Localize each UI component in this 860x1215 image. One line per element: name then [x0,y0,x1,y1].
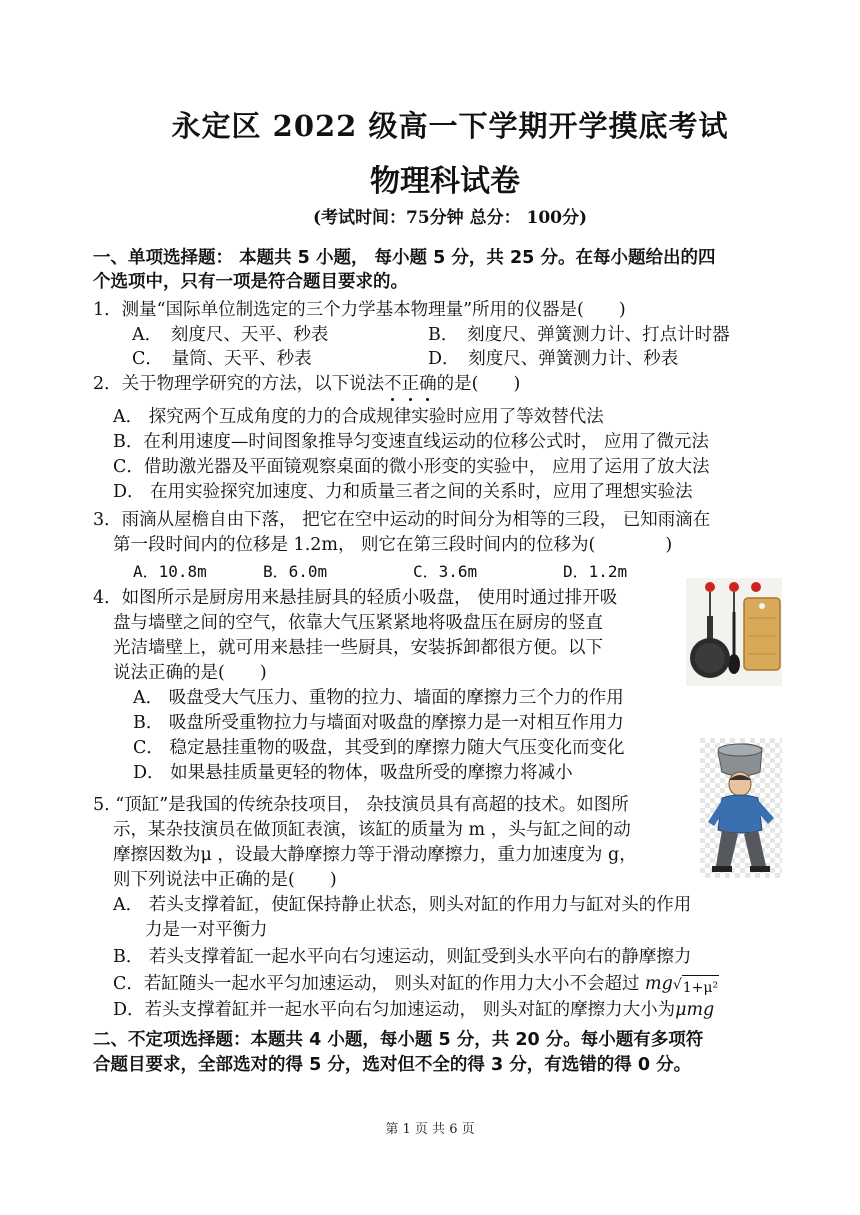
q4-option-d: D． 如果悬挂质量更轻的物体，吸盘所受的摩擦力将减小 [133,763,573,783]
q3-option-d: D．1.2m [563,562,628,581]
q1-option-b: B． 刻度尺、弹簧测力计、打点计时器 [428,325,730,345]
section2-heading-line1: 二、不定项选择题：本题共 4 小题，每小题 5 分，共 20 分。每小题有多项符 [93,1030,704,1050]
q3-option-a: A．10.8m [133,562,207,581]
q4-option-c: C． 稳定悬挂重物的吸盘，其受到的摩擦力随大气压变化而变化 [133,738,625,758]
q4-stem-line4: 说法正确的是( ) [113,663,267,683]
q5-stem-line3: 摩擦因数为μ ，设最大静摩擦力等于滑动摩擦力，重力加速度为 g， [113,845,637,865]
q2-stem-part1: 2．关于物理学研究的方法，以下说法 [93,374,385,394]
acrobat-jar-image [700,738,782,878]
q2-stem-part2: 的是( ) [436,374,521,394]
exam-subtitle: 物理科试卷 [370,164,520,199]
q4-stem-line3: 光洁墙壁上，就可用来悬挂一些厨具，安装拆卸都很方便。以下 [113,638,603,658]
q2-stem-emphasis [384,374,437,394]
q2-stem [93,372,520,396]
q1-option-c: C． 量筒、天平、秒表 [132,349,312,369]
q5-option-c-mg: mg [645,974,673,994]
q1-option-d: D． 刻度尺、弹簧测力计、秒表 [428,349,679,369]
exam-info: (考试时间：75分钟 总分： 100分) [312,208,588,228]
q2-option-a: A． 探究两个互成角度的力的合成规律实验时应用了等效替代法 [113,407,604,427]
section1-heading-line1: 一、单项选择题： 本题共 5 小题， 每小题 5 分，共 25 分。在每小题给出的四 [93,248,716,268]
q5-option-a-line1: A． 若头支撑着缸，使缸保持静止状态，则头对缸的作用力与缸对头的作用 [113,895,692,915]
q4-option-b: B． 吸盘所受重物拉力与墙面对吸盘的摩擦力是一对相互作用力 [133,713,624,733]
section2-heading-line2: 合题目要求，全部选对的得 5 分，选对但不全的得 3 分，有选错的得 0 分。 [93,1055,692,1075]
q3-option-b: B．6.0m [263,562,328,581]
q5-stem-line1: 5. “顶缸”是我国的传统杂技项目， 杂技演员具有高超的技术。如图所 [93,795,629,815]
q4-stem-line1: 4．如图所示是厨房用来悬挂厨具的轻质小吸盘， 使用时通过排开吸 [93,588,618,608]
q5-stem-line2: 示，某杂技演员在做顶缸表演，该缸的质量为 m ，头与缸之间的动 [113,820,631,840]
q2-option-d: D． 在用实验探究加速度、力和质量三者之间的关系时，应用了理想实验法 [113,482,693,502]
q4-stem-line2: 盘与墙壁之间的空气，依靠大气压紧紧地将吸盘压在厨房的竖直 [113,613,603,633]
q1-stem: 1．测量“国际单位制选定的三个力学基本物理量”所用的仪器是( ) [93,300,626,320]
q5-option-a-line2: 力是一对平衡力 [145,920,268,940]
q5-option-d [113,998,714,1022]
q3-stem-line1: 3．雨滴从屋檐自由下落， 把它在空中运动的时间分为相等的三段， 已知雨滴在 [93,510,711,530]
q5-option-c [113,972,719,1000]
q2-option-b: B．在利用速度—时间图象推导匀变速直线运动的位移公式时， 应用了微元法 [113,432,709,452]
q1-option-a: A． 刻度尺、天平、秒表 [132,325,329,345]
emphasis-char: 正 [401,374,420,394]
q4-option-a: A． 吸盘受大气压力、重物的拉力、墙面的摩擦力三个力的作用 [133,688,624,708]
q5-option-c-text: C．若缸随头一起水平匀加速运动， 则头对缸的作用力大小不会超过 [113,974,640,994]
q5-option-d-text: D．若头支撑着缸并一起水平向右匀加速运动， 则头对缸的摩擦力大小为 [113,1000,676,1020]
q5-option-b: B． 若头支撑着缸一起水平向右匀速运动，则缸受到头水平向右的静摩擦力 [113,947,692,967]
section1-heading-line2: 个选项中，只有一项是符合题目要求的。 [93,272,408,292]
sqrt-formula: √ 1+μ² [673,973,719,1000]
q5-option-c-root: 1+μ² [682,975,719,1000]
q5-stem-line4: 则下列说法中正确的是( ) [113,870,337,890]
q3-option-c: C．3.6m [413,562,478,581]
q2-option-c: C．借助激光器及平面镜观察桌面的微小形变的实验中， 应用了运用了放大法 [113,457,710,477]
page-footer: 第 1 页 共 6 页 [385,1122,475,1137]
q3-stem-line2: 第一段时间内的位移是 1.2m， 则它在第三段时间内的位移为( ) [113,535,673,555]
kitchen-hooks-image [686,578,782,686]
q5-option-d-formula: μmg [675,1000,715,1020]
emphasis-char: 不 [384,374,402,394]
emphasis-char: 确 [419,374,437,394]
exam-title: 永定区 2022 级高一下学期开学摸底考试 [171,109,729,143]
